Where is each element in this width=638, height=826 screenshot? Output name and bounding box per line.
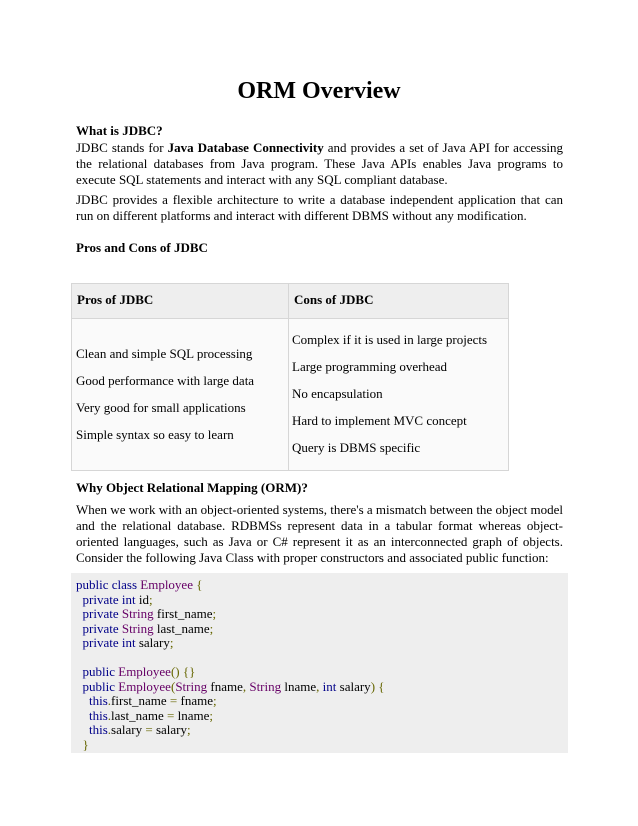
code-token: }: [82, 736, 89, 752]
code-token: lname: [284, 678, 317, 694]
code-token: lname: [177, 707, 210, 723]
pros-item: Simple syntax so easy to learn: [76, 427, 234, 442]
code-token: first_name: [156, 606, 213, 621]
cons-item: No encapsulation: [292, 386, 383, 401]
pros-item: Very good for small applications: [76, 400, 246, 415]
code-token: public: [82, 664, 119, 679]
code-token: int: [322, 678, 340, 694]
jdbc-intro-text-end: and provides a set of Java API for accessing the relational databases from Java program. These Java APIs enables Java programs to execute SQL statements and interact with any SQL compliant database.: [76, 140, 563, 187]
code-token: =: [145, 722, 156, 737]
code-token: this: [89, 693, 108, 708]
code-token: [76, 722, 89, 737]
why-orm-heading: Why Object Relational Mapping (ORM)?: [76, 480, 308, 495]
cons-item: Large programming overhead: [292, 359, 447, 374]
code-line: [76, 606, 216, 621]
code-token: .: [107, 722, 112, 737]
code-token: private: [82, 620, 122, 636]
code-line: [76, 693, 217, 708]
code-line: [76, 679, 385, 694]
code-token: this: [89, 722, 108, 737]
pros-item: Good performance with large data: [76, 373, 255, 388]
code-token: ;: [209, 620, 214, 636]
table-header-row: [72, 284, 509, 319]
cons-item: Complex if it is used in large projects: [292, 332, 488, 347]
cons-item: Hard to implement MVC concept: [292, 413, 467, 428]
jdbc-intro-text-start: JDBC stands for: [76, 140, 168, 155]
why-orm-paragraph: When we work with an object-oriented systems, there's a mismatch between the object model and the relational database. RDBMSs represent data in a tabular format whereas object-oriented languages, such as Java or C# represent it as an interconnected graph of objects. Consider the following Java Class with proper constructors and associated public function:: [76, 502, 563, 565]
jdbc-intro-paragraph: [76, 140, 563, 188]
code-token: ;: [148, 591, 153, 607]
code-token: salary: [155, 722, 187, 737]
code-token: String: [249, 678, 285, 694]
code-token: String: [121, 620, 157, 636]
code-token: .: [107, 693, 112, 708]
code-token: fname: [180, 693, 213, 708]
code-token: Employee: [118, 664, 171, 679]
code-token: Employee: [140, 577, 197, 592]
code-token: {: [196, 577, 203, 592]
cons-item: Query is DBMS specific: [292, 440, 421, 455]
code-token: id: [138, 591, 149, 607]
code-token: salary: [111, 722, 146, 737]
code-token: last_name: [156, 620, 210, 636]
code-token: Employee: [118, 678, 171, 694]
code-token: salary: [138, 635, 170, 650]
jdbc-acronym-bold: Java Database Connectivity: [167, 140, 324, 155]
code-token: salary: [339, 678, 371, 694]
what-is-jdbc-heading: What is JDBC?: [76, 123, 163, 138]
code-token: =: [169, 693, 181, 708]
code-line: [76, 635, 174, 650]
code-token: ;: [212, 606, 217, 621]
code-token: first_name: [111, 693, 170, 708]
code-token: [76, 693, 89, 708]
code-token: fname: [210, 678, 243, 694]
code-token: last_name: [111, 707, 168, 723]
jdbc-architecture-paragraph: JDBC provides a flexible architecture to write a database independent application that can run on different platforms and interact with different DBMS without any modification.: [76, 192, 563, 223]
code-line: [76, 708, 213, 723]
code-token: ;: [209, 707, 213, 723]
cons-column-header: Cons of JDBC: [289, 284, 509, 319]
code-line: [76, 592, 153, 607]
code-token: public: [82, 678, 119, 694]
code-token: private int: [82, 635, 139, 650]
code-token: ,: [242, 678, 250, 694]
code-block: [71, 573, 568, 753]
code-token: ;: [169, 635, 174, 650]
code-line: [76, 577, 202, 592]
code-token: [76, 708, 89, 723]
code-line: [76, 664, 195, 679]
code-token: .: [107, 707, 112, 723]
code-token: this: [89, 707, 108, 723]
code-token: String: [121, 606, 157, 621]
code-token: =: [167, 707, 178, 723]
code-token: public class: [76, 577, 141, 592]
code-token: ;: [212, 693, 217, 708]
code-line: [76, 621, 213, 636]
pros-cell: [72, 319, 289, 471]
code-token: (: [170, 678, 176, 694]
code-token: ) {: [370, 678, 385, 694]
pros-column-header: Pros of JDBC: [72, 284, 289, 319]
code-line: [76, 722, 191, 737]
page-title: ORM Overview: [237, 78, 401, 104]
code-token: String: [175, 678, 211, 694]
code-token: private: [82, 606, 122, 621]
pros-cons-heading: Pros and Cons of JDBC: [76, 240, 208, 255]
code-token: () {}: [170, 664, 196, 679]
code-token: private int: [82, 591, 139, 607]
code-line: [76, 737, 89, 752]
code-token: ,: [316, 678, 323, 694]
code-token: ;: [186, 722, 191, 737]
pros-item: Clean and simple SQL processing: [76, 346, 253, 361]
